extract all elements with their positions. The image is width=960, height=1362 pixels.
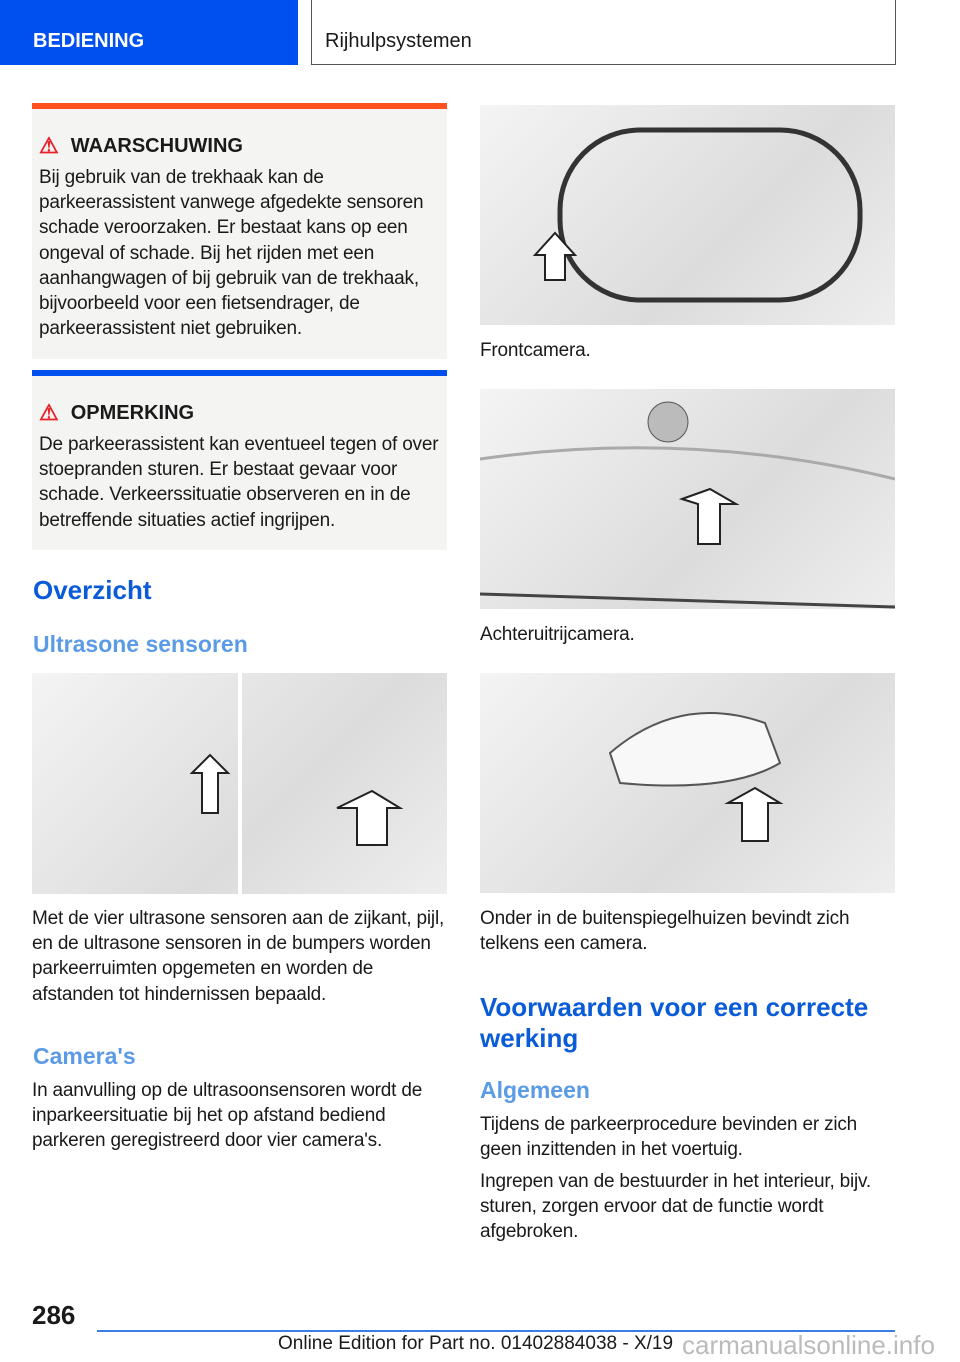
footer-edition: Online Edition for Part no. 01402884038 - X/19	[278, 1333, 674, 1354]
warning-icon: ⚠	[39, 133, 59, 158]
heading-algemeen: Algemeen	[480, 1077, 590, 1103]
caption-rear: Achteruitrijcamera.	[480, 624, 635, 645]
algemeen-text-1: Tijdens de parkeerprocedure bevinden er zich geen inzittenden in het voertuig.	[480, 1114, 858, 1161]
heading-voorwaarden: Voorwaarden voor een correcte werking	[480, 992, 869, 1053]
watermark: carmanualsonline.info	[682, 1330, 935, 1360]
section-tab: BEDIENING	[0, 0, 298, 65]
heading-ultrasone: Ultrasone sensoren	[33, 631, 248, 657]
warning-box	[32, 103, 447, 359]
rear-camera-image	[480, 389, 895, 609]
caption-mirror: Onder in de buitenspiegelhuizen bevindt zich telkens een camera.	[480, 908, 850, 955]
mirror-camera-image	[480, 673, 895, 893]
caption-front: Frontcamera.	[480, 340, 591, 361]
warning-title: WAARSCHUWING	[70, 134, 243, 157]
note-text: De parkeerassistent kan eventueel tegen of over stoepranden sturen. Er bestaat gevaar voor schade. Verkeerssituatie observeren en in de betreffende situaties actief ingrijpen.	[39, 434, 439, 531]
note-title: OPMERKING	[70, 401, 195, 424]
front-camera-image	[480, 105, 895, 325]
warning-icon: ⚠	[39, 400, 59, 425]
heading-overzicht: Overzicht	[33, 575, 152, 605]
algemeen-text-2: Ingrepen van de bestuurder in het interieur, bijv. sturen, zorgen ervoor dat de functie wordt afgebroken.	[480, 1171, 872, 1243]
heading-cameras: Camera's	[33, 1043, 136, 1069]
ultrasonic-sensors-image	[32, 673, 447, 894]
chapter-title: Rijhulpsystemen	[311, 0, 896, 65]
cam-text: In aanvulling op de ultrasoonsensoren wordt de inparkeersituatie bij het op afstand bediend parkeren geregistreerd door vier camera's.	[32, 1080, 423, 1152]
warning-text: Bij gebruik van de trekhaak kan de parkeerassistent vanwege afgedekte sensoren schade veroorzaken. Er bestaat kans op een ongeval of schade. Bij het rijden met een aanhangwagen of bij gebruik van de trekhaak, bijvoorbeeld voor een fietsendrager, de parkeerassistent niet gebruiken.	[39, 167, 424, 340]
ultra-text: Met de vier ultrasone sensoren aan de zijkant, pijl, en de ultrasone sensoren in de bumpers worden parkeerruimten opgemeten en worden de afstanden tot hindernissen bepaald.	[32, 908, 445, 1005]
page-number: 286	[32, 1300, 76, 1330]
note-box	[32, 370, 447, 550]
